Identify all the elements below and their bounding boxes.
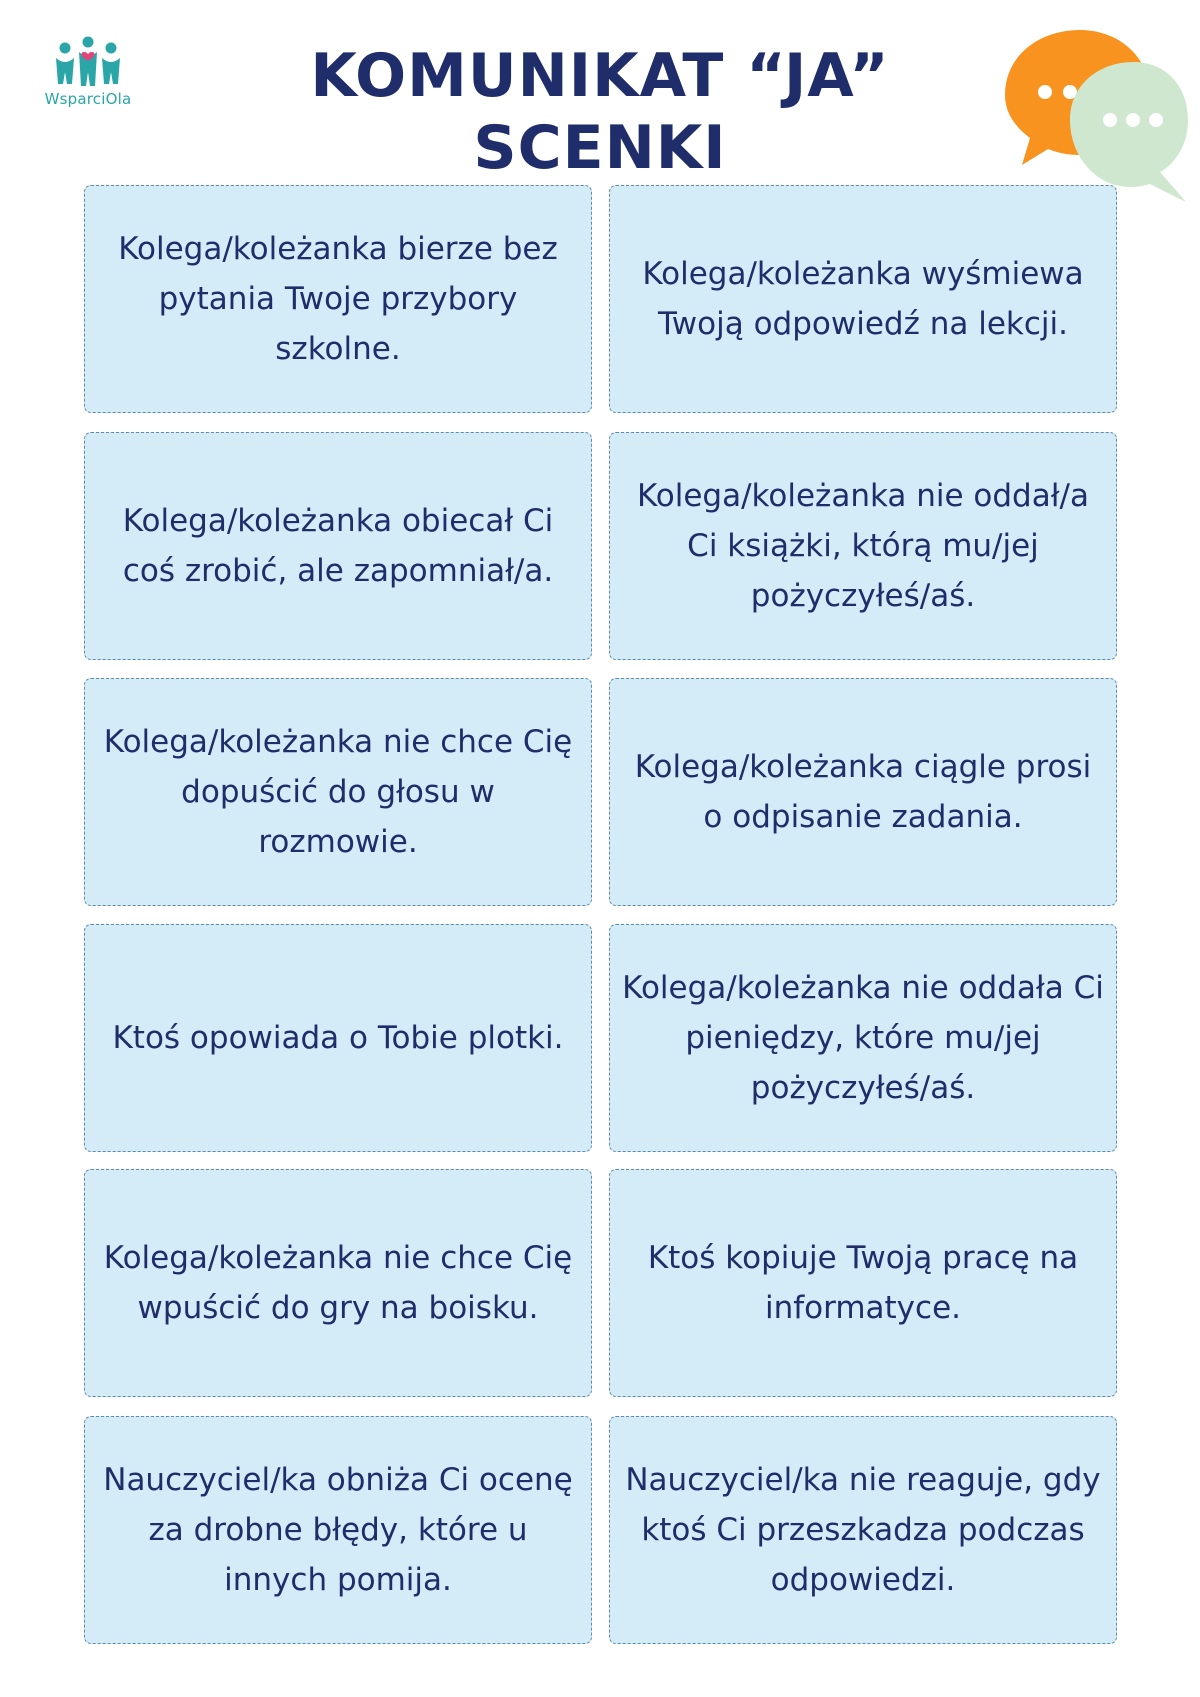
scenario-card[interactable]	[84, 1169, 592, 1397]
scenario-card[interactable]	[609, 185, 1117, 413]
scenario-text: Kolega/koleżanka nie chce Cię wpuścić do gry na boisku.	[103, 1240, 573, 1326]
scenario-text: Ktoś opowiada o Tobie plotki.	[112, 1020, 564, 1056]
speech-bubbles-icon	[1000, 20, 1190, 210]
title-line-1: KOMUNIKAT “JA”	[310, 41, 890, 111]
scenario-card[interactable]	[84, 1416, 592, 1644]
scenario-card[interactable]	[609, 1416, 1117, 1644]
scenario-card[interactable]	[84, 432, 592, 660]
scenario-text: Nauczyciel/ka obniża Ci ocenę za drobne błędy, które u innych pomija.	[103, 1462, 573, 1598]
scenario-text: Kolega/koleżanka bierze bez pytania Twoje przybory szkolne.	[118, 231, 558, 367]
scenario-text: Ktoś kopiuje Twoją pracę na informatyce.	[647, 1240, 1079, 1326]
scenario-text: Kolega/koleżanka nie oddała Ci pieniędzy, które mu/jej pożyczyłeś/aś.	[622, 970, 1104, 1106]
scenario-text: Kolega/koleżanka nie oddał/a Ci książki, którą mu/jej pożyczyłeś/aś.	[637, 478, 1089, 614]
scenario-card[interactable]	[84, 678, 592, 906]
scenario-text: Nauczyciel/ka nie reaguje, gdy ktoś Ci przeszkadza podczas odpowiedzi.	[625, 1462, 1101, 1598]
logo-text: WsparciOla	[44, 90, 132, 108]
scenario-text: Kolega/koleżanka nie chce Cię dopuścić do głosu w rozmowie.	[103, 724, 573, 860]
scenario-card[interactable]	[84, 924, 592, 1152]
scenario-card[interactable]	[84, 185, 592, 413]
scenario-text: Kolega/koleżanka wyśmiewa Twoją odpowiedź na lekcji.	[642, 256, 1084, 342]
people-logo-icon	[52, 36, 124, 88]
logo	[38, 36, 138, 108]
scenario-text: Kolega/koleżanka obiecał Ci coś zrobić, ale zapomniał/a.	[122, 503, 554, 589]
scenario-card[interactable]	[609, 924, 1117, 1152]
scenario-card[interactable]	[609, 1169, 1117, 1397]
scenario-card[interactable]	[609, 432, 1117, 660]
scenario-card[interactable]	[609, 678, 1117, 906]
page-title	[200, 40, 1000, 184]
scenario-text: Kolega/koleżanka ciągle prosi o odpisanie zadania.	[634, 749, 1092, 835]
title-line-2: SCENKI	[473, 113, 727, 183]
